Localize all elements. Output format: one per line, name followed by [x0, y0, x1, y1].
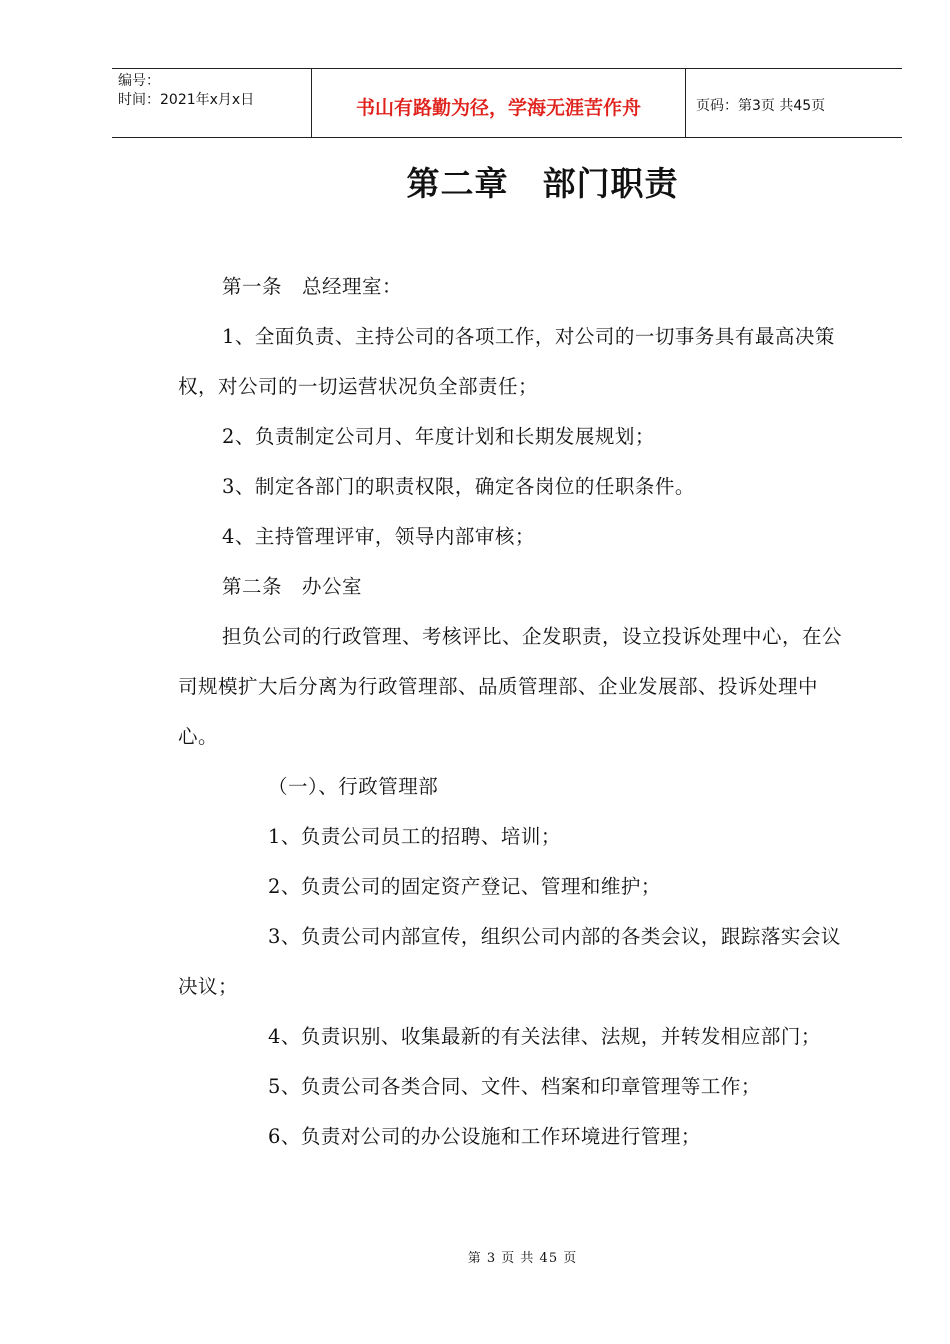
header-table: [112, 68, 902, 138]
paragraph: 6、负责对公司的办公设施和工作环境进行管理；: [268, 1125, 701, 1148]
paragraph: 1、全面负责、主持公司的各项工作，对公司的一切事务具有最高决策权，对公司的一切运营状况负全部责任；: [178, 325, 835, 398]
header-motto: 书山有路勤为径，学海无涯苦作舟: [312, 69, 686, 137]
article-heading: 第一条 总经理室：: [222, 275, 403, 298]
page-footer: 第 3 页 共 45 页: [467, 1251, 578, 1266]
article-heading: 第二条 办公室: [222, 575, 363, 598]
paragraph: 2、负责制定公司月、年度计划和长期发展规划；: [222, 425, 655, 448]
paragraph: 4、主持管理评审，领导内部审核；: [222, 525, 535, 548]
chapter-title: 第二章 部门职责: [406, 164, 679, 203]
header-page-label: 页码：第3页 共45页: [696, 98, 826, 114]
paragraph: 2、负责公司的固定资产登记、管理和维护；: [268, 875, 661, 898]
section-heading: （一）、行政管理部: [268, 775, 439, 798]
paragraph: 担负公司的行政管理、考核评比、企发职责，设立投诉处理中心，在公司规模扩大后分离为行政管理部、品质管理部、企业发展部、投诉处理中心。: [178, 625, 843, 748]
paragraph: 3、制定各部门的职责权限，确定各岗位的任职条件。: [222, 475, 695, 498]
document-body: [178, 262, 843, 1162]
header-meta-cell: [112, 69, 312, 137]
paragraph: 1、负责公司员工的招聘、培训；: [268, 825, 561, 848]
document-time-label: 时间：2021年x月x日: [118, 92, 255, 108]
paragraph: 4、负责识别、收集最新的有关法律、法规，并转发相应部门；: [268, 1025, 821, 1048]
paragraph: 3、负责公司内部宣传，组织公司内部的各类会议，跟踪落实会议决议；: [178, 925, 841, 998]
document-number-label: 编号：: [118, 73, 160, 89]
paragraph: 5、负责公司各类合同、文件、档案和印章管理等工作；: [268, 1075, 761, 1098]
